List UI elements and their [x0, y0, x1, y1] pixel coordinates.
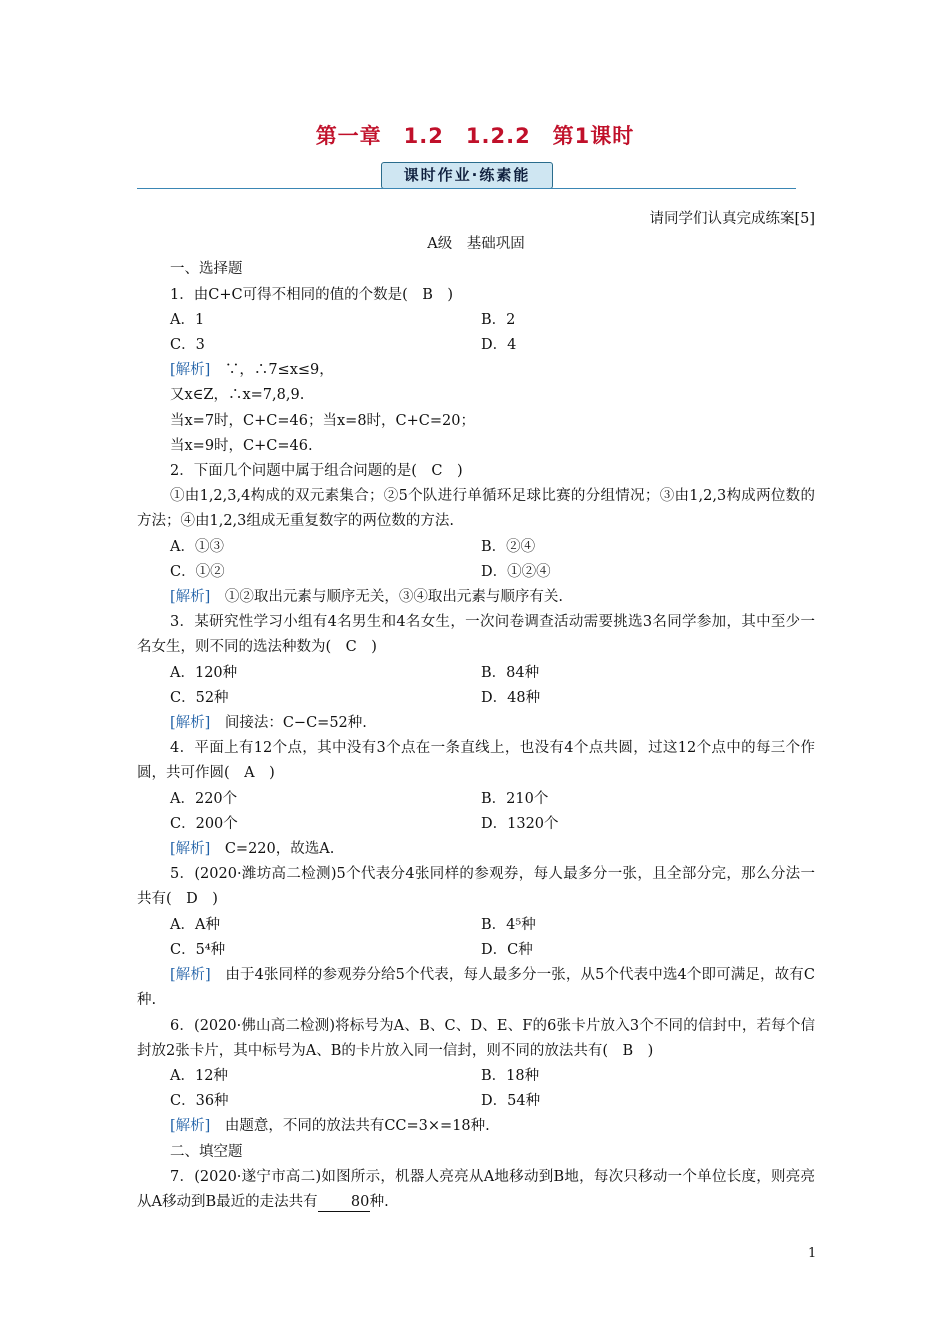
question-2-options — [137, 535, 815, 560]
question-5-options — [137, 913, 815, 938]
option-c: C．36种 — [170, 1093, 229, 1110]
question-6-options — [137, 1064, 815, 1089]
answer-blank: 80 — [318, 1193, 370, 1212]
question-4-options — [137, 787, 815, 812]
analysis-tag: [解析] — [170, 362, 211, 379]
question-3-options — [137, 661, 815, 686]
option-a: A．A种 — [170, 916, 220, 933]
question-4-options-2 — [137, 812, 815, 837]
question-2-stem: 2．下面几个问题中属于组合问题的是( C ) — [170, 463, 463, 480]
question-3-options-2 — [137, 686, 815, 711]
option-c: C．①② — [170, 563, 225, 580]
analysis-line: 当x=9时，C+C=46. — [170, 437, 313, 454]
option-b: B．2 — [481, 311, 516, 328]
question-2-analysis — [137, 585, 815, 610]
question-3-stem: 3．某研究性学习小组有4名男生和4名女生，一次问卷调查活动需要挑选3名同学参加，其中至少一名女生，则不同的选法种数为( C ) — [137, 614, 815, 656]
page-number: 1 — [808, 1246, 817, 1261]
option-c: C．200个 — [170, 815, 238, 832]
analysis-tag: [解析] — [170, 1118, 211, 1135]
homework-badge: 课时作业·练素能 — [381, 162, 553, 189]
analysis-tag: [解析] — [170, 589, 211, 606]
option-d: D．C种 — [481, 941, 533, 958]
analysis-tag: [解析] — [170, 967, 211, 984]
header-divider — [137, 188, 796, 189]
analysis-text: 由于4张同样的参观券分给5个代表，每人最多分一张，从5个代表中选4个即可满足，故有C种. — [137, 967, 815, 1009]
question-1-options — [137, 308, 815, 333]
option-c: C．5⁴种 — [170, 941, 226, 958]
question-6-analysis — [137, 1114, 815, 1139]
analysis-line: 又x∈Z，∴x=7,8,9. — [170, 387, 305, 404]
option-d: D．4 — [481, 337, 517, 354]
option-a: A．12种 — [170, 1067, 228, 1084]
analysis-line: 当x=7时，C+C=46；当x=8时，C+C=20； — [170, 412, 475, 429]
question-1-stem: 1．由C+C可得不相同的值的个数是( B ) — [170, 286, 454, 303]
option-d: D．54种 — [481, 1093, 541, 1110]
option-d: D．①②④ — [481, 563, 551, 580]
option-b: B．210个 — [481, 790, 549, 807]
analysis-line: ∵，∴7≤x≤9， — [210, 362, 334, 379]
option-c: C．3 — [170, 337, 205, 354]
question-1-options-2 — [137, 333, 815, 358]
section-heading-fill: 二、填空题 — [170, 1143, 243, 1160]
option-d: D．1320个 — [481, 815, 559, 832]
section-heading-choice: 一、选择题 — [170, 261, 243, 278]
option-b: B．4⁵种 — [481, 916, 536, 933]
question-5-options-2 — [137, 938, 815, 963]
question-4-analysis — [137, 837, 815, 862]
question-3-analysis — [137, 711, 815, 736]
analysis-text: ①②取出元素与顺序无关，③④取出元素与顺序有关. — [210, 589, 563, 606]
option-b: B．84种 — [481, 664, 540, 681]
question-6-stem: 6．(2020·佛山高二检测)将标号为A、B、C、D、E、F的6张卡片放入3个不同的信封中，若每个信封放2张卡片，其中标号为A、B的卡片放入同一信封，则不同的放法共有( B ) — [137, 1017, 815, 1059]
question-5-stem: 5．(2020·潍坊高二检测)5个代表分4张同样的参观券，每人最多分一张，且全部分完，那么分法一共有( D ) — [137, 866, 815, 908]
analysis-text: C=220，故选A. — [210, 841, 335, 858]
option-a: A．220个 — [170, 790, 238, 807]
question-2-options-2 — [137, 560, 815, 585]
option-a: A．1 — [170, 311, 205, 328]
question-1-analysis — [137, 358, 815, 383]
option-c: C．52种 — [170, 689, 229, 706]
option-b: B．②④ — [481, 538, 536, 555]
option-b: B．18种 — [481, 1067, 540, 1084]
question-6-options-2 — [137, 1089, 815, 1114]
question-4-stem: 4．平面上有12个点，其中没有3个点在一条直线上，也没有4个点共圆，过这12个点中的每三个作圆，共可作圆( A ) — [137, 740, 815, 782]
option-a: A．①③ — [170, 538, 224, 555]
analysis-text: 间接法：C−C=52种. — [210, 715, 367, 732]
document-body — [137, 207, 815, 1215]
question-7-tail: 种. — [369, 1193, 389, 1210]
page-title: 第一章 1.2 1.2.2 第1课时 — [315, 124, 635, 148]
question-5-analysis — [137, 963, 815, 1013]
option-d: D．48种 — [481, 689, 541, 706]
level-heading: A级 基础巩固 — [427, 236, 525, 253]
option-a: A．120种 — [170, 664, 238, 681]
question-7-text: 7．(2020·遂宁市高二)如图所示，机器人亮亮从A地移动到B地，每次只移动一个单位长度，则亮亮从A移动到B最近的走法共有 — [137, 1168, 815, 1210]
practice-note: 请同学们认真完成练案[5] — [649, 211, 815, 227]
question-2-body: ①由1,2,3,4构成的双元素集合；②5个队进行单循环足球比赛的分组情况；③由1,2,3构成两位数的方法；④由1,2,3组成无重复数字的两位数的方法. — [137, 488, 815, 530]
question-7-stem — [137, 1165, 815, 1215]
analysis-tag: [解析] — [170, 841, 211, 858]
analysis-tag: [解析] — [170, 715, 211, 732]
analysis-text: 由题意，不同的放法共有CC=3×=18种. — [210, 1118, 490, 1135]
